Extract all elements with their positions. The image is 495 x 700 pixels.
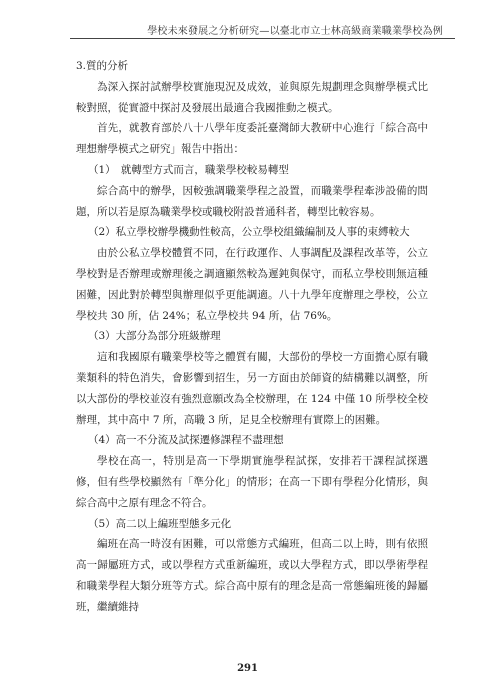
subheading: （4）高一不分流及試探遷修課程不盡理想 [88, 434, 284, 447]
page-number: 291 [237, 663, 258, 674]
paragraph: 由於公私立學校體質不同，在行政運作、人事調配及課程改革等，公立學校對是否辦理或辦理後之調適顯然較為遲鈍與保守，而私立學校則無這種困難，因此對於轉型與辦理似乎更能調適。八十九學年度辦理之學校，公立學校共 30 所，佔 24%；私立學校共 94 所，佔 76%。 [76, 247, 428, 322]
paragraph: 這和我國原有職業學校等之體質有關，大部份的學校一方面擔心原有職業類科的特色消失，會影響到招生，另一方面由於師資的結構難以調整，所以大部份的學校並沒有強烈意願改為全校辦理，在 124 中僅 10 所學校全校辦理，其中高中 7 所，高職 3 所，足見全校辦理有實際上的困難。 [76, 351, 428, 426]
subheading: （3）大部分為部分班級辦理 [88, 330, 221, 343]
paragraph: 首先，就教育部於八十八學年度委託臺灣師大教研中心進行「綜合高中理想辦學模式之研究」報告中指出： [76, 122, 428, 156]
header-rule [70, 38, 455, 39]
paragraph: 綜合高中的辦學，因較強調職業學程之設置，而職業學程牽涉設備的問題，所以若是原為職業學校或職校附設普通科者，轉型比較容易。 [76, 184, 428, 218]
subheading: （1） 就轉型方式而言，職業學校較易轉型 [88, 163, 289, 176]
paragraph: 編班在高一時沒有困難，可以常態方式編班，但高二以上時，則有依照高一歸屬班方式，或以學程方式重新編班，或以大學程方式，即以學術學程和職業學程大類分班等方式。綜合高中原有的理念是高一常態編班後的歸屬班，繼續維持 [76, 538, 428, 613]
body-text [76, 56, 428, 618]
section-heading: 3.質的分析 [76, 60, 129, 72]
subheading: （2）私立學校辦學機動性較高，公立學校組織編制及人事的束縛較大 [88, 226, 410, 239]
paragraph: 學校在高一，特別是高一下學期實施學程試探，安排若干課程試探選修，但有些學校顯然有「準分化」的情形；在高一下即有學程分化情形，與綜合高中之原有理念不符合。 [76, 455, 428, 509]
paragraph: 為深入探討試辦學校實施現況及成效，並與原先規劃理念與辦學模式比較對照，從實證中探討及發展出最適合我國推動之模式。 [76, 80, 428, 114]
running-header: 學校未來發展之分析研究—以臺北市立士林高級商業職業學校為例 [147, 26, 443, 37]
subheading: （5）高二以上編班型態多元化 [88, 517, 232, 530]
